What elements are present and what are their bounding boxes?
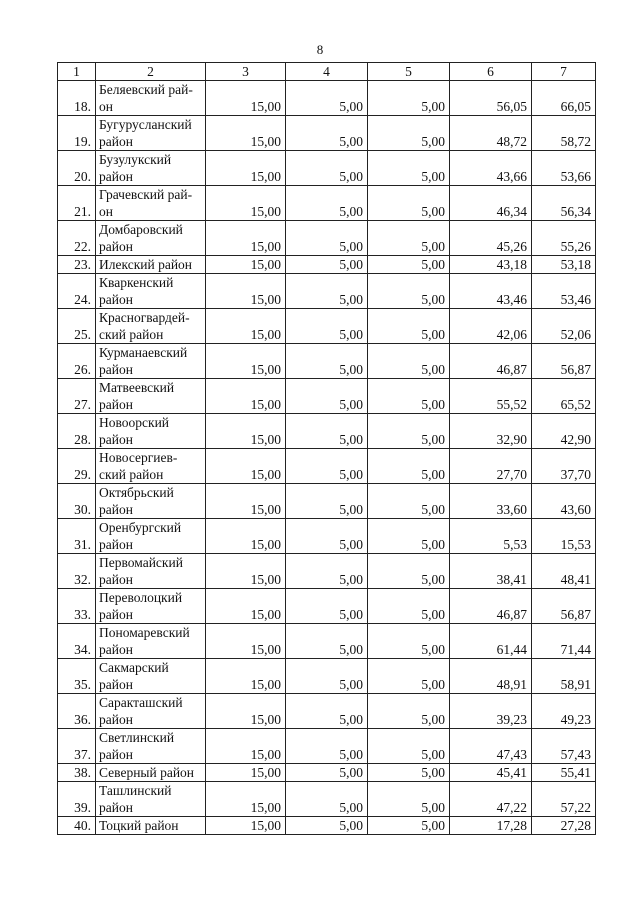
district-name: Ташлинский район [96,782,206,817]
table-row [58,554,596,589]
cell-col6: 46,87 [450,589,532,624]
table-row [58,484,596,519]
row-number: 20. [58,151,96,186]
cell-col3: 15,00 [206,554,286,589]
cell-col5: 5,00 [368,764,450,782]
cell-col7: 57,22 [532,782,596,817]
cell-col3: 15,00 [206,484,286,519]
table-row [58,624,596,659]
district-name: Октябрьский район [96,484,206,519]
cell-col7: 55,26 [532,221,596,256]
cell-col3: 15,00 [206,309,286,344]
row-number: 40. [58,817,96,835]
cell-col6: 45,41 [450,764,532,782]
cell-col4: 5,00 [286,256,368,274]
cell-col3: 15,00 [206,344,286,379]
row-number: 19. [58,116,96,151]
table-row [58,764,596,782]
column-header: 3 [206,63,286,81]
cell-col4: 5,00 [286,519,368,554]
cell-col7: 57,43 [532,729,596,764]
row-number: 21. [58,186,96,221]
cell-col7: 56,34 [532,186,596,221]
table-row [58,659,596,694]
cell-col5: 5,00 [368,554,450,589]
cell-col6: 39,23 [450,694,532,729]
district-name: Первомайский район [96,554,206,589]
table-row [58,729,596,764]
cell-col3: 15,00 [206,624,286,659]
cell-col6: 33,60 [450,484,532,519]
district-name: Новосергиев- ский район [96,449,206,484]
cell-col4: 5,00 [286,151,368,186]
row-number: 31. [58,519,96,554]
district-name: Саракташский район [96,694,206,729]
district-name: Переволоцкий район [96,589,206,624]
cell-col6: 48,72 [450,116,532,151]
district-name: Оренбургский район [96,519,206,554]
district-name: Беляевский рай- он [96,81,206,116]
cell-col5: 5,00 [368,414,450,449]
cell-col6: 32,90 [450,414,532,449]
table-row [58,782,596,817]
cell-col4: 5,00 [286,624,368,659]
cell-col7: 42,90 [532,414,596,449]
cell-col5: 5,00 [368,256,450,274]
cell-col7: 71,44 [532,624,596,659]
cell-col3: 15,00 [206,519,286,554]
cell-col5: 5,00 [368,274,450,309]
district-name: Илекский район [96,256,206,274]
cell-col7: 55,41 [532,764,596,782]
cell-col5: 5,00 [368,729,450,764]
cell-col5: 5,00 [368,817,450,835]
cell-col7: 43,60 [532,484,596,519]
column-header: 5 [368,63,450,81]
table-row [58,344,596,379]
row-number: 22. [58,221,96,256]
row-number: 36. [58,694,96,729]
row-number: 30. [58,484,96,519]
district-name: Кваркенский район [96,274,206,309]
cell-col3: 15,00 [206,817,286,835]
row-number: 25. [58,309,96,344]
cell-col3: 15,00 [206,221,286,256]
cell-col5: 5,00 [368,782,450,817]
row-number: 29. [58,449,96,484]
column-header: 2 [96,63,206,81]
cell-col5: 5,00 [368,519,450,554]
cell-col5: 5,00 [368,694,450,729]
table-row [58,414,596,449]
cell-col3: 15,00 [206,256,286,274]
column-header: 7 [532,63,596,81]
cell-col6: 42,06 [450,309,532,344]
cell-col7: 53,18 [532,256,596,274]
district-name: Бугурусланский район [96,116,206,151]
district-name: Грачевский рай- он [96,186,206,221]
cell-col6: 46,87 [450,344,532,379]
cell-col5: 5,00 [368,309,450,344]
row-number: 24. [58,274,96,309]
cell-col7: 15,53 [532,519,596,554]
cell-col5: 5,00 [368,484,450,519]
cell-col4: 5,00 [286,186,368,221]
row-number: 39. [58,782,96,817]
cell-col6: 55,52 [450,379,532,414]
cell-col3: 15,00 [206,449,286,484]
cell-col6: 5,53 [450,519,532,554]
cell-col7: 66,05 [532,81,596,116]
cell-col7: 56,87 [532,344,596,379]
cell-col3: 15,00 [206,186,286,221]
row-number: 27. [58,379,96,414]
table-row [58,589,596,624]
row-number: 33. [58,589,96,624]
cell-col7: 49,23 [532,694,596,729]
cell-col4: 5,00 [286,414,368,449]
cell-col5: 5,00 [368,81,450,116]
cell-col6: 43,46 [450,274,532,309]
cell-col5: 5,00 [368,449,450,484]
district-name: Матвеевский район [96,379,206,414]
cell-col7: 58,91 [532,659,596,694]
cell-col4: 5,00 [286,449,368,484]
table-row [58,256,596,274]
column-header: 4 [286,63,368,81]
table-row [58,151,596,186]
table-row [58,81,596,116]
cell-col7: 56,87 [532,589,596,624]
table-body [58,63,596,835]
cell-col4: 5,00 [286,309,368,344]
row-number: 35. [58,659,96,694]
table-row [58,116,596,151]
cell-col4: 5,00 [286,221,368,256]
cell-col3: 15,00 [206,116,286,151]
cell-col3: 15,00 [206,414,286,449]
cell-col4: 5,00 [286,379,368,414]
cell-col4: 5,00 [286,81,368,116]
cell-col3: 15,00 [206,274,286,309]
row-number: 28. [58,414,96,449]
cell-col5: 5,00 [368,221,450,256]
cell-col7: 53,46 [532,274,596,309]
table-row [58,519,596,554]
column-header: 1 [58,63,96,81]
cell-col6: 47,22 [450,782,532,817]
cell-col5: 5,00 [368,589,450,624]
cell-col4: 5,00 [286,484,368,519]
cell-col3: 15,00 [206,694,286,729]
district-name: Пономаревский район [96,624,206,659]
cell-col5: 5,00 [368,116,450,151]
row-number: 23. [58,256,96,274]
cell-col3: 15,00 [206,729,286,764]
cell-col3: 15,00 [206,81,286,116]
district-name: Новоорский район [96,414,206,449]
cell-col3: 15,00 [206,782,286,817]
district-name: Курманаевский район [96,344,206,379]
table-row [58,309,596,344]
cell-col5: 5,00 [368,659,450,694]
district-name: Домбаровский район [96,221,206,256]
cell-col7: 48,41 [532,554,596,589]
cell-col5: 5,00 [368,186,450,221]
page-number: 8 [316,42,324,57]
cell-col5: 5,00 [368,151,450,186]
table-row [58,449,596,484]
cell-col4: 5,00 [286,344,368,379]
row-number: 34. [58,624,96,659]
district-name: Бузулукский район [96,151,206,186]
cell-col7: 37,70 [532,449,596,484]
cell-col6: 45,26 [450,221,532,256]
cell-col6: 61,44 [450,624,532,659]
cell-col6: 27,70 [450,449,532,484]
cell-col3: 15,00 [206,151,286,186]
cell-col4: 5,00 [286,729,368,764]
cell-col4: 5,00 [286,659,368,694]
table-row [58,379,596,414]
cell-col7: 58,72 [532,116,596,151]
cell-col3: 15,00 [206,659,286,694]
row-number: 38. [58,764,96,782]
cell-col6: 56,05 [450,81,532,116]
cell-col4: 5,00 [286,116,368,151]
data-table [57,62,596,835]
district-name: Тоцкий район [96,817,206,835]
table-row [58,221,596,256]
cell-col3: 15,00 [206,589,286,624]
cell-col7: 52,06 [532,309,596,344]
table-row [58,694,596,729]
district-name: Северный район [96,764,206,782]
cell-col3: 15,00 [206,764,286,782]
cell-col4: 5,00 [286,764,368,782]
column-header: 6 [450,63,532,81]
cell-col3: 15,00 [206,379,286,414]
row-number: 18. [58,81,96,116]
table-row [58,186,596,221]
cell-col4: 5,00 [286,782,368,817]
cell-col6: 46,34 [450,186,532,221]
row-number: 26. [58,344,96,379]
cell-col4: 5,00 [286,694,368,729]
cell-col6: 43,18 [450,256,532,274]
cell-col4: 5,00 [286,589,368,624]
cell-col7: 53,66 [532,151,596,186]
cell-col6: 17,28 [450,817,532,835]
district-name: Сакмарский район [96,659,206,694]
cell-col5: 5,00 [368,624,450,659]
cell-col4: 5,00 [286,274,368,309]
cell-col7: 27,28 [532,817,596,835]
row-number: 37. [58,729,96,764]
cell-col6: 43,66 [450,151,532,186]
cell-col4: 5,00 [286,554,368,589]
cell-col6: 38,41 [450,554,532,589]
table-row [58,817,596,835]
header-row [58,63,596,81]
cell-col5: 5,00 [368,344,450,379]
cell-col5: 5,00 [368,379,450,414]
cell-col6: 48,91 [450,659,532,694]
cell-col7: 65,52 [532,379,596,414]
table-row [58,274,596,309]
row-number: 32. [58,554,96,589]
cell-col4: 5,00 [286,817,368,835]
cell-col6: 47,43 [450,729,532,764]
district-name: Красногвардей- ский район [96,309,206,344]
district-name: Светлинский район [96,729,206,764]
